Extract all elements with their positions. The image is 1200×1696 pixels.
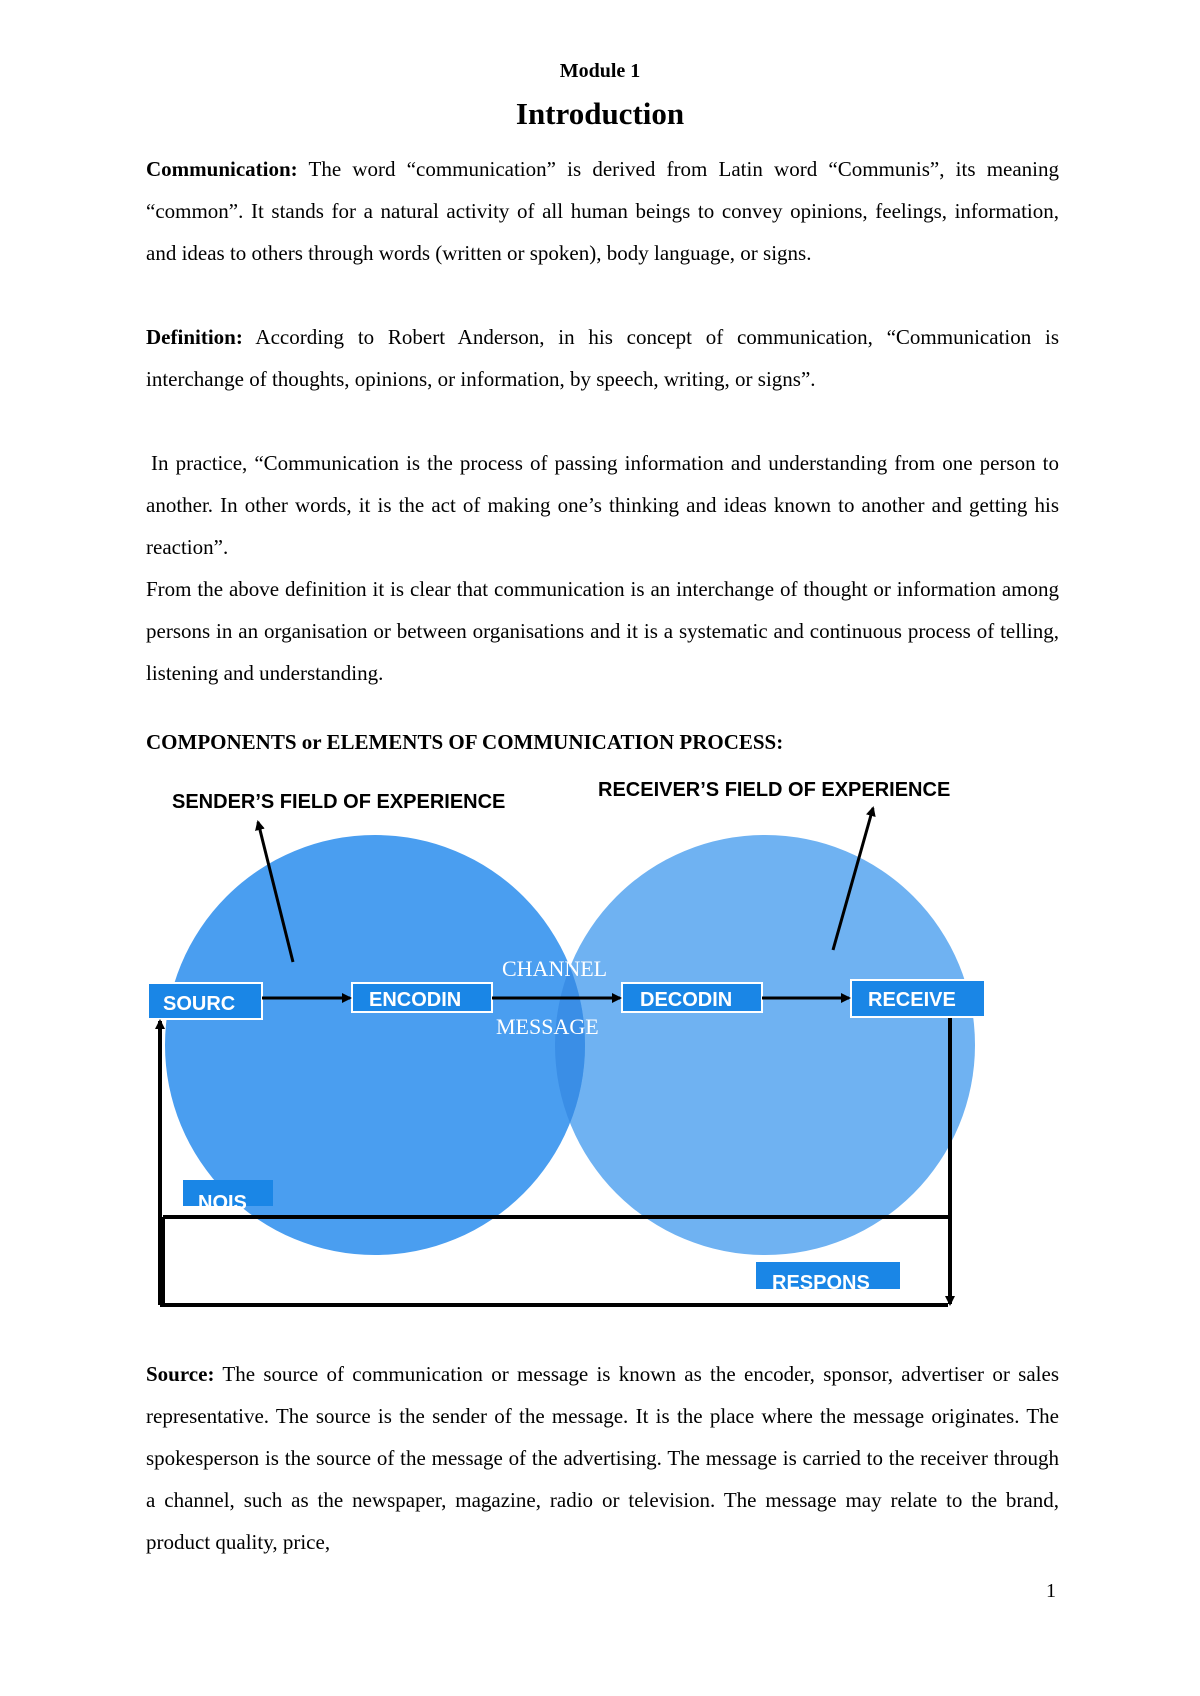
receiver-box bbox=[851, 980, 985, 1017]
paragraph-source bbox=[146, 1353, 1059, 1563]
receiver-field-circle bbox=[555, 835, 975, 1255]
paragraph-practice: In practice, “Communication is the process of passing information and understanding from one person to another. In other words, it is the act of making one’s thinking and ideas known to another and getting his reaction”. bbox=[146, 451, 1059, 559]
term-source: Source: bbox=[146, 1362, 215, 1386]
sender-field-label: SENDER’S FIELD OF EXPERIENCE bbox=[172, 791, 506, 813]
receiver-field-label: RECEIVER’S FIELD OF EXPERIENCE bbox=[598, 779, 951, 801]
paragraph-text: According to Robert Anderson, in his concept of communication, “Communication is interchange of thoughts, opinions, or information, by speech, writing, or signs”. bbox=[146, 325, 1059, 391]
receiver-box-label: RECEIVE bbox=[868, 989, 956, 1011]
term-definition: Definition: bbox=[146, 325, 243, 349]
channel-label: CHANNEL bbox=[502, 956, 608, 981]
response-box bbox=[756, 1262, 900, 1294]
module-label: Module 1 bbox=[559, 60, 641, 82]
paragraph-text: The word “communication” is derived from Latin word “Communis”, its meaning “common”. It stands for a natural activity of all human beings to convey opinions, feelings, information, and ideas to others through words (written or spoken), body language, or signs. bbox=[146, 157, 1059, 265]
message-label: MESSAGE bbox=[496, 1014, 599, 1039]
page-title: Introduction bbox=[515, 96, 685, 131]
page-number: 1 bbox=[1046, 1580, 1056, 1602]
response-box-label: RESPONS bbox=[772, 1272, 870, 1294]
section-heading: COMPONENTS or ELEMENTS OF COMMUNICATION PROCESS: bbox=[146, 730, 784, 754]
decoding-box-label: DECODIN bbox=[640, 989, 733, 1011]
paragraph-text: The source of communication or message is known as the encoder, sponsor, advertiser or sales representative. The source is the sender of the message. It is the place where the message originates. The spokesperson is the source of the message of the advertising. The message is carried to the receiver through a channel, such as the newspaper, magazine, radio or television. The message may relate to the brand, product quality, price, bbox=[146, 1362, 1059, 1554]
encoding-box-label: ENCODIN bbox=[369, 989, 462, 1011]
term-communication: Communication: bbox=[146, 157, 298, 181]
noise-box-label: NOIS bbox=[198, 1192, 247, 1214]
decoding-box bbox=[622, 983, 762, 1012]
source-box bbox=[148, 983, 262, 1019]
source-box-label: SOURC bbox=[163, 993, 236, 1015]
paragraph-from-above: From the above definition it is clear that communication is an interchange of thought or information among persons in an organisation or between organisations and it is a systematic and continuous process of telling, listening and understanding. bbox=[146, 577, 1059, 685]
encoding-box bbox=[352, 983, 492, 1012]
